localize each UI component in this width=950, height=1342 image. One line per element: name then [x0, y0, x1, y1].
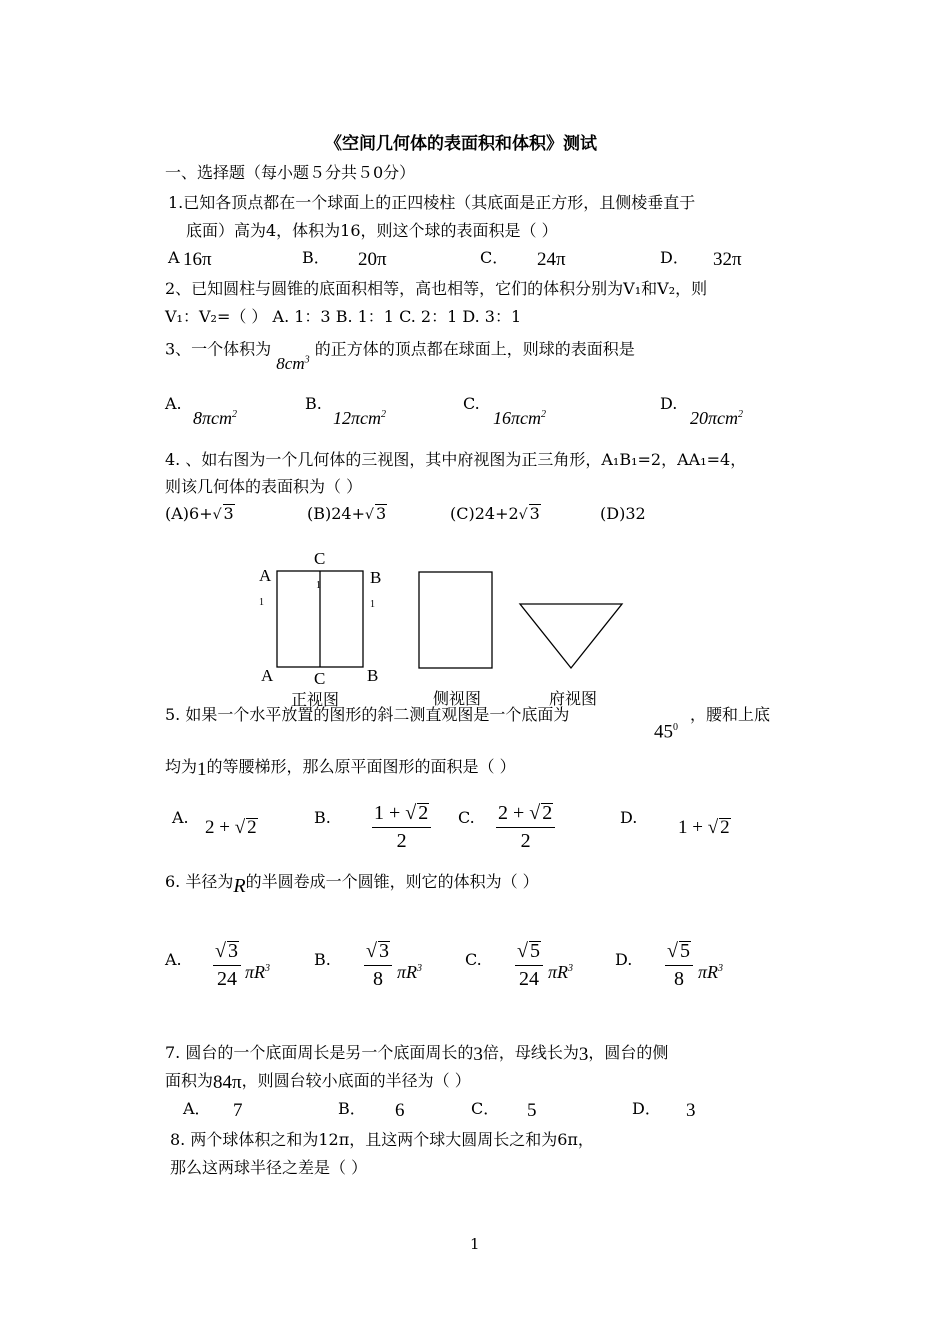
- q4-option-b: (B)24+√ 3: [307, 504, 387, 523]
- figure-label-c1: C: [314, 549, 326, 568]
- q1-option-c-label: C．: [480, 248, 509, 267]
- q6-option-c-tail: $\pi R^3$: [548, 962, 574, 982]
- figure-label-a: A: [261, 666, 274, 685]
- figure-label-c1-sub: 1: [316, 580, 321, 591]
- q1-option-a: 16π: [183, 249, 212, 270]
- figure-label-b1: B: [370, 568, 382, 587]
- q5-option-b-label: B.: [314, 808, 331, 827]
- q7-option-c-label: C．: [471, 1099, 500, 1118]
- q6-option-c-frac: $\frac{√ 5}{24}$: [515, 940, 543, 991]
- q1-option-b-label: B．: [302, 248, 330, 267]
- q3-option-d-label: D.: [660, 394, 678, 413]
- q1-option-a-label: A: [168, 248, 180, 267]
- q8-line2: 那么这两球半径之差是（ ）: [170, 1158, 368, 1177]
- q3-option-a-label: A.: [165, 394, 182, 413]
- q5-option-d: 1 + √ 2: [678, 817, 730, 838]
- q7-option-b: 6: [395, 1100, 405, 1121]
- figure-label-b: B: [367, 666, 379, 685]
- q3-option-c: 16πcm$^2$: [493, 408, 547, 428]
- caption-front-view: 正视图: [291, 690, 340, 709]
- caption-side-view: 侧视图: [433, 689, 482, 708]
- q7-option-a: 7: [233, 1100, 243, 1121]
- section-heading: 一、选择题（每小题５分共５0分）: [165, 163, 416, 182]
- q5-option-c-label: C.: [458, 808, 475, 827]
- q1-option-d-label: D．: [660, 248, 689, 267]
- q6-option-c-label: C.: [465, 950, 482, 969]
- q3-option-b: 12πcm$^2$: [333, 408, 387, 428]
- page-number: 1: [470, 1235, 480, 1253]
- q1-line1: 1.已知各顶点都在一个球面上的正四棱柱（其底面是正方形，且侧棱垂直于: [168, 193, 696, 212]
- q5-option-a: 2 + √ 2: [205, 817, 257, 838]
- q2-line1: 2、已知圆柱与圆锥的底面积相等，高也相等，它们的体积分别为V₁和V₂，则: [165, 279, 708, 298]
- q5-option-b: $\frac{1 + √ 2}{2}$: [372, 802, 431, 853]
- q6-option-d-frac: $\frac{√ 5}{8}$: [665, 940, 693, 991]
- q6-option-d-tail: $\pi R^3$: [698, 962, 724, 982]
- q2-line2: V₁：V₂=（ ） A. 1：3 B. 1：1 C. 2：1 D. 3：1: [165, 307, 522, 326]
- q3-line1: 3、一个体积为 $8cm^3$ 的正方体的顶点都在球面上，则球的表面积是: [165, 339, 635, 373]
- q6-line1: 6. 半径为R的半圆卷成一个圆锥，则它的体积为（ ）: [165, 872, 539, 897]
- q1-line2: 底面）高为4，体积为16，则这个球的表面积是（ ）: [186, 221, 558, 240]
- figure-label-a1-sub: 1: [259, 597, 264, 608]
- caption-top-view: 府视图: [549, 689, 598, 708]
- q3-option-a: 8πcm$^2$: [193, 408, 238, 428]
- q3-option-b-label: B.: [305, 394, 322, 413]
- q1-option-b: 20π: [358, 249, 387, 270]
- side-view-rect: [419, 572, 492, 668]
- q4-option-a: (A)6+√ 3: [165, 504, 234, 523]
- q7-option-d-label: D．: [632, 1099, 661, 1118]
- q5-option-a-label: A.: [172, 808, 189, 827]
- q5-angle: $45^0$: [654, 721, 678, 743]
- q7-option-b-label: B．: [338, 1099, 366, 1118]
- q6-option-b-tail: $\pi R^3$: [397, 962, 423, 982]
- top-view-triangle: [520, 604, 622, 668]
- page-title: 《空间几何体的表面积和体积》测试: [325, 134, 597, 154]
- figure-label-c: C: [314, 669, 326, 688]
- q3-option-c-label: C.: [463, 394, 480, 413]
- q8-line1: 8. 两个球体积之和为12π，且这两个球大圆周长之和为6π，: [170, 1130, 594, 1149]
- q6-option-d-label: D.: [615, 950, 633, 969]
- q7-line1: 7. 圆台的一个底面周长是另一个底面周长的3倍，母线长为3，圆台的侧: [165, 1043, 669, 1065]
- q5-line1: 5. 如果一个水平放置的图形的斜二测直观图是一个底面为: [165, 705, 570, 724]
- q3-option-d: 20πcm$^2$: [690, 408, 744, 428]
- q1-option-d: 32π: [713, 249, 742, 270]
- figure-label-a1: A: [259, 566, 272, 585]
- q7-line2: 面积为84π，则圆台较小底面的半径为（ ）: [165, 1071, 471, 1093]
- q5-option-d-label: D.: [620, 808, 638, 827]
- q1-option-c: 24π: [537, 249, 566, 270]
- q4-option-d: (D)32: [600, 504, 646, 523]
- q5-option-c: $\frac{2 + √ 2}{2}$: [496, 802, 555, 853]
- q6-option-a-frac: $\frac{√ 3}{24}$: [213, 940, 241, 991]
- q7-option-d: 3: [686, 1100, 696, 1121]
- q6-option-a-tail: $\pi R^3$: [245, 962, 271, 982]
- q4-option-c: (C)24+2√ 3: [450, 504, 540, 523]
- q5-line2: 均为1的等腰梯形，那么原平面图形的面积是（ ）: [165, 757, 516, 780]
- q3-volume: $8cm^3$: [276, 353, 310, 373]
- q6-radius: R: [233, 875, 246, 897]
- q5-one: 1: [197, 759, 207, 780]
- q4-line2: 则该几何体的表面积为（ ）: [165, 477, 363, 496]
- q5-line1-after: ，腰和上底: [690, 705, 771, 724]
- q6-option-b-frac: $\frac{√ 3}{8}$: [364, 940, 392, 991]
- q4-line1: 4. 、如右图为一个几何体的三视图，其中府视图为正三角形，A₁B₁=2，AA₁=4，: [165, 450, 747, 469]
- figure-label-b1-sub: 1: [370, 599, 375, 610]
- q6-option-b-label: B.: [314, 950, 331, 969]
- q6-option-a-label: A.: [165, 950, 182, 969]
- q7-option-c: 5: [527, 1100, 537, 1121]
- q7-option-a-label: A．: [183, 1099, 211, 1118]
